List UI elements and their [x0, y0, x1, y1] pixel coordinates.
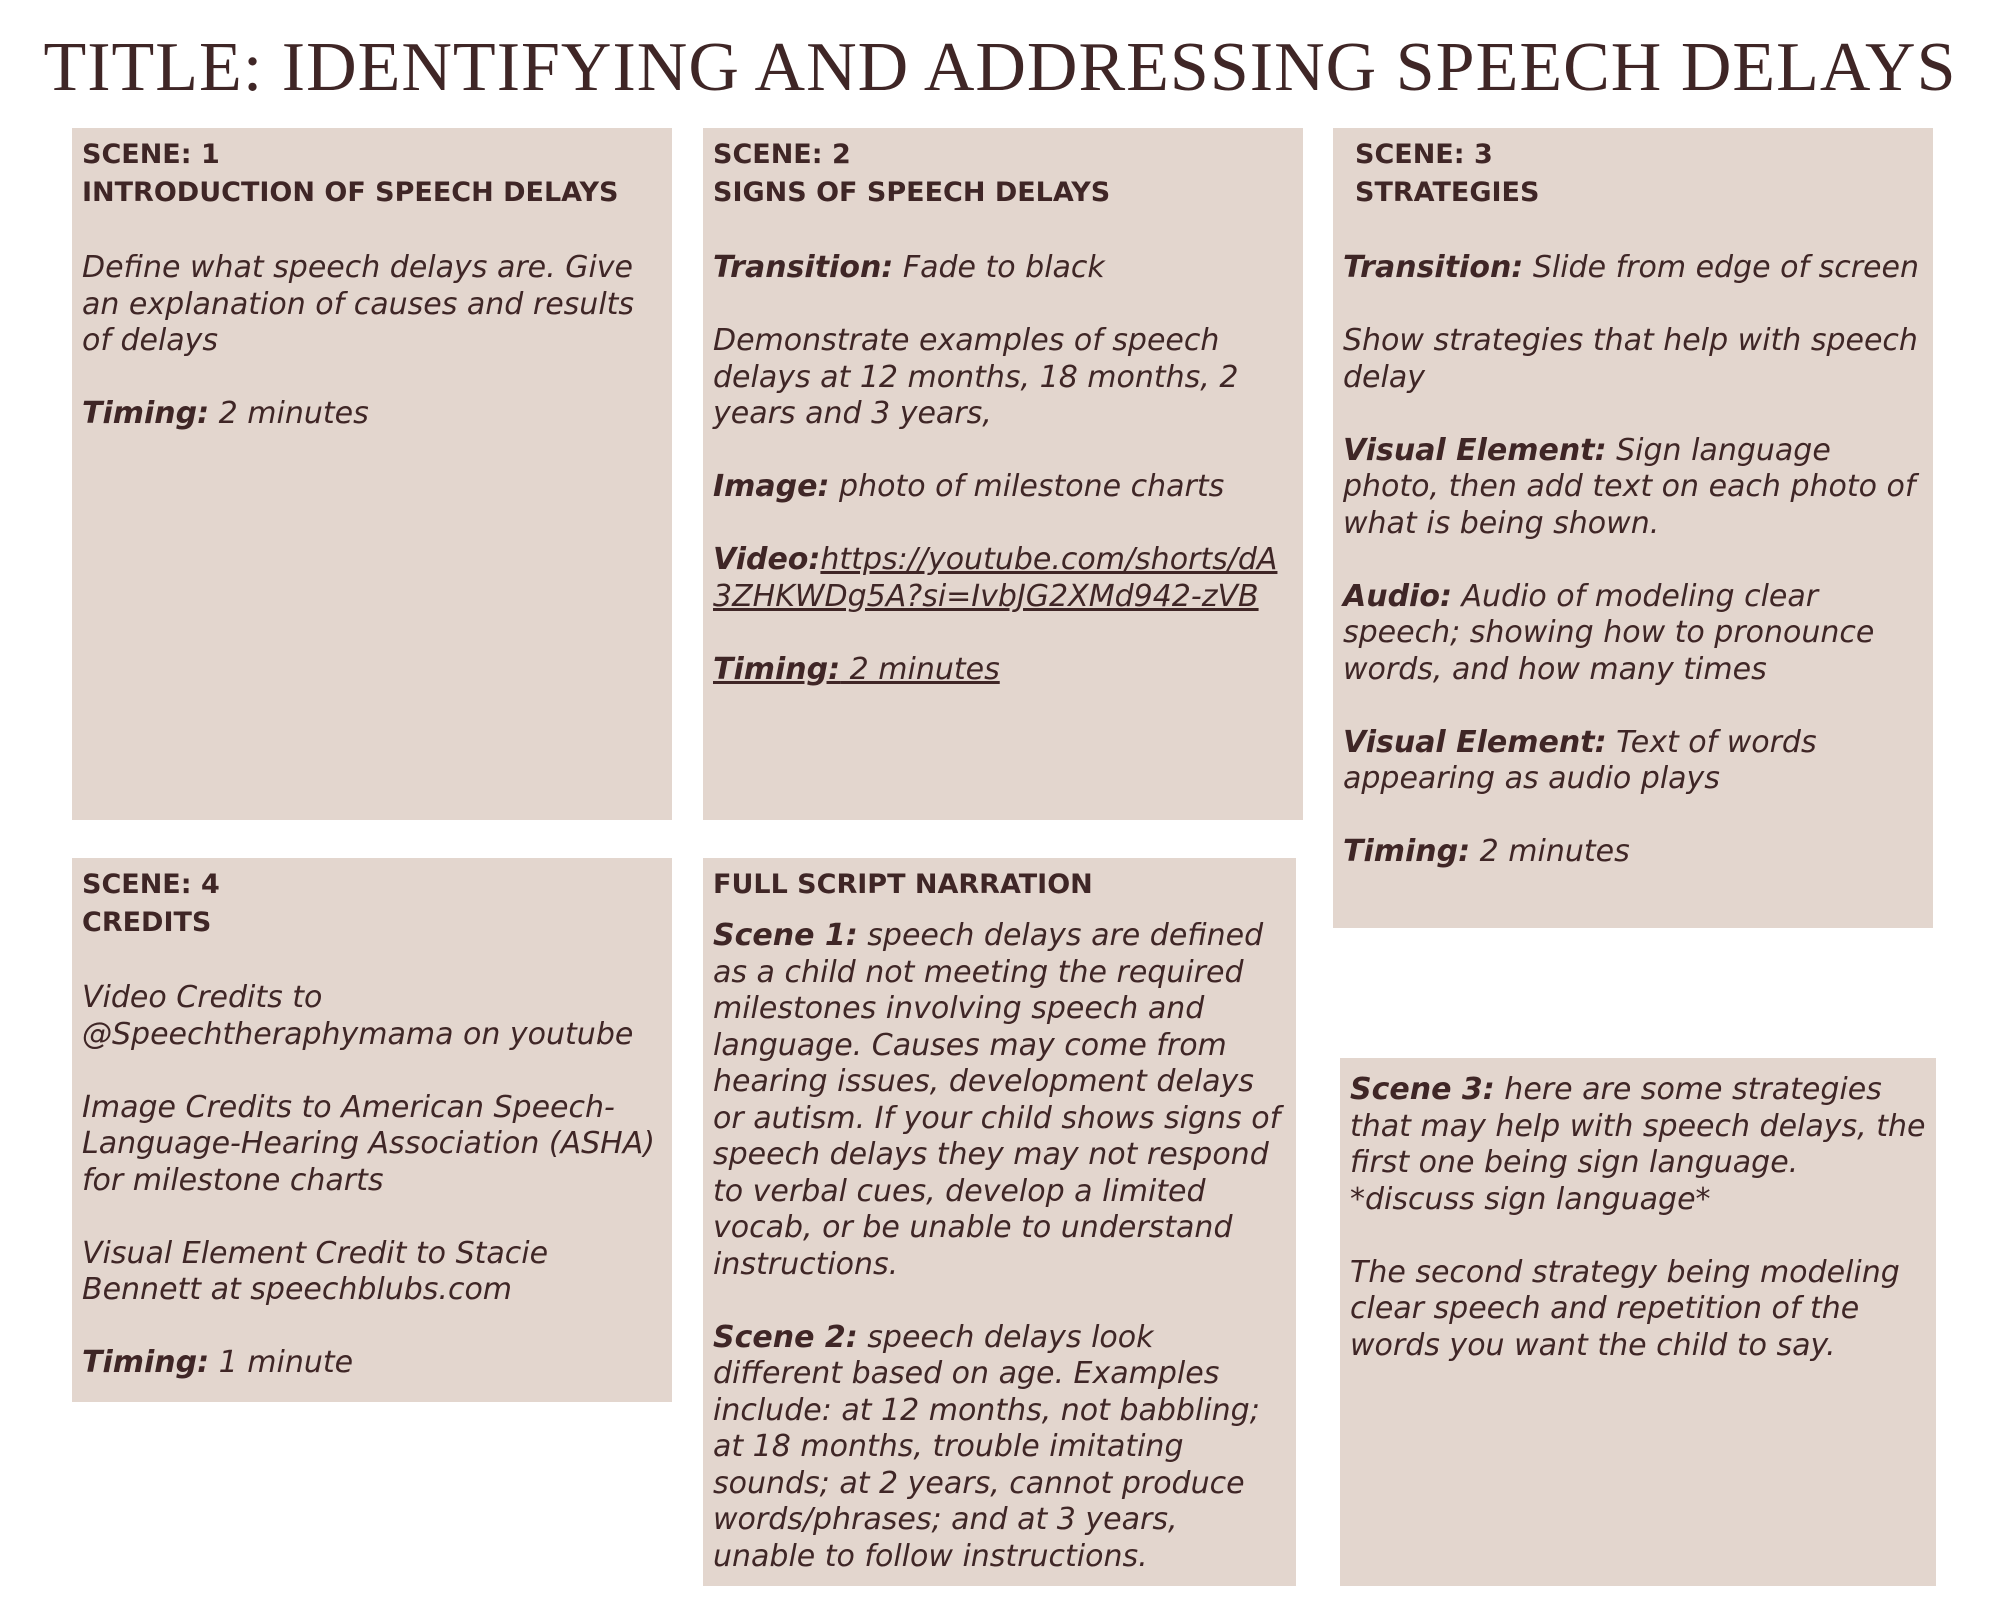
scene1-number: SCENE: 1: [82, 139, 220, 170]
scene3-visual2-value: Text of words appearing as audio plays: [1343, 724, 1817, 796]
scene2-image-label: Image:: [713, 469, 830, 504]
scene3-timing-label: Timing:: [1343, 834, 1471, 869]
narration-second-strategy: The second strategy being modeling clear speech and repetition of the words you want the child to say.: [1350, 1254, 1900, 1363]
scene3-visual1-label: Visual Element:: [1343, 432, 1607, 468]
scene2-image-value: photo of milestone charts: [829, 469, 1225, 504]
scene3-transition-value: Slide from edge of screen: [1523, 250, 1919, 285]
scene2-heading: SIGNS OF SPEECH DELAYS: [713, 177, 1111, 208]
scene3-transition: [1343, 250, 1923, 287]
narration-card: [703, 858, 1296, 1586]
scene3-audio-label: Audio:: [1343, 578, 1452, 614]
scene4-card: [72, 858, 672, 1402]
narration-scene1-label: Scene 1:: [713, 918, 858, 953]
scene3-audio: [1343, 579, 1923, 689]
scene1-card: [72, 128, 672, 820]
scene2-timing-label: Timing:: [713, 651, 841, 687]
scene3-visual1-value: Sign language photo, then add text on each photo of what is being shown.: [1343, 432, 1916, 541]
scene4-heading: CREDITS: [82, 907, 212, 938]
narration-heading: FULL SCRIPT NARRATION: [713, 869, 1093, 900]
scene2-timing-value: 2 minutes: [840, 651, 1000, 687]
scene2-number: SCENE: 2: [713, 139, 851, 170]
scene2-image: [713, 469, 1293, 506]
scene2-video: [713, 542, 1293, 615]
scene2-video-label: Video:: [713, 542, 821, 577]
scene4-image-credit: Image Credits to American Speech-Language-Hearing Association (ASHA) for milestone charts: [82, 1089, 655, 1198]
scene2-transition-label: Transition:: [713, 250, 894, 285]
scene4-timing-label: Timing:: [82, 1345, 210, 1380]
scene3-visual1: [1343, 433, 1923, 543]
scene3-audio-value: Audio of modeling clear speech; showing how to pronounce words, and how many times: [1343, 578, 1875, 687]
scene1-description: Define what speech delays are. Give an explanation of causes and results of delays: [82, 250, 635, 358]
scene2-transition-value: Fade to black: [893, 250, 1105, 285]
scene2-timing: [713, 652, 1293, 689]
narration-scene3-label: Scene 3:: [1350, 1072, 1495, 1107]
scene1-heading: INTRODUCTION OF SPEECH DELAYS: [82, 177, 619, 208]
scene1-timing-value: 2 minutes: [209, 396, 369, 431]
scene3-number: SCENE: 3: [1355, 139, 1493, 170]
scene3-card: [1333, 128, 1933, 928]
narration-scene2-text: speech delays look different based on age. Examples include: at 12 months, not babbling; at 18 months, trouble imitating sounds; at 2 years, cannot produce words/phrases; and at 3 years, unable to follow instructions.: [713, 1319, 1260, 1574]
scene4-video-credit: Video Credits to @Speechtheraphymama on youtube: [82, 980, 634, 1052]
scene2-transition: [713, 250, 1293, 287]
scene3-visual2: [1343, 725, 1923, 798]
scene4-timing-value: 1 minute: [209, 1345, 354, 1380]
narration-scene2: [713, 1320, 1286, 1576]
narration-scene1-text: speech delays are defined as a child not meeting the required milestones involving speech and language. Causes may come from hearing issues, development delays or autism. If your child shows signs of speech delays they may not respond to verbal cues, develop a limited vocab, or be unable to understand instructions.: [713, 918, 1281, 1282]
scene4-timing: [82, 1345, 662, 1382]
scene4-number: SCENE: 4: [82, 869, 220, 900]
page-title: TITLE: IDENTIFYING AND ADDRESSING SPEECH DELAYS: [43, 29, 1957, 106]
narration-scene3-text: here are some strategies that may help with speech delays, the first one being sign language. *discuss sign language*: [1350, 1072, 1926, 1217]
scene3-timing: [1343, 834, 1923, 871]
scene3-heading: STRATEGIES: [1355, 177, 1540, 208]
narration3-card: [1340, 1058, 1936, 1586]
narration-scene2-label: Scene 2:: [713, 1319, 858, 1355]
scene1-timing: [82, 396, 662, 433]
scene4-visual-credit: Visual Element Credit to Stacie Bennett at speechblubs.com: [82, 1235, 549, 1307]
scene3-visual2-label: Visual Element:: [1343, 724, 1607, 760]
scene3-timing-value: 2 minutes: [1470, 834, 1630, 869]
scene1-timing-label: Timing:: [82, 396, 210, 431]
narration-scene3: [1350, 1072, 1926, 1218]
scene2-video-link[interactable]: https://youtube.com/shorts/dA3ZHKWDg5A?si=IvbJG2XMd942-zVB: [713, 542, 1278, 614]
scene2-card: [703, 128, 1303, 820]
narration-scene1: [713, 918, 1286, 1283]
scene2-description: Demonstrate examples of speech delays at 12 months, 18 months, 2 years and 3 years,: [713, 323, 1239, 431]
scene3-description: Show strategies that help with speech delay: [1343, 323, 1918, 395]
scene3-transition-label: Transition:: [1343, 250, 1524, 285]
